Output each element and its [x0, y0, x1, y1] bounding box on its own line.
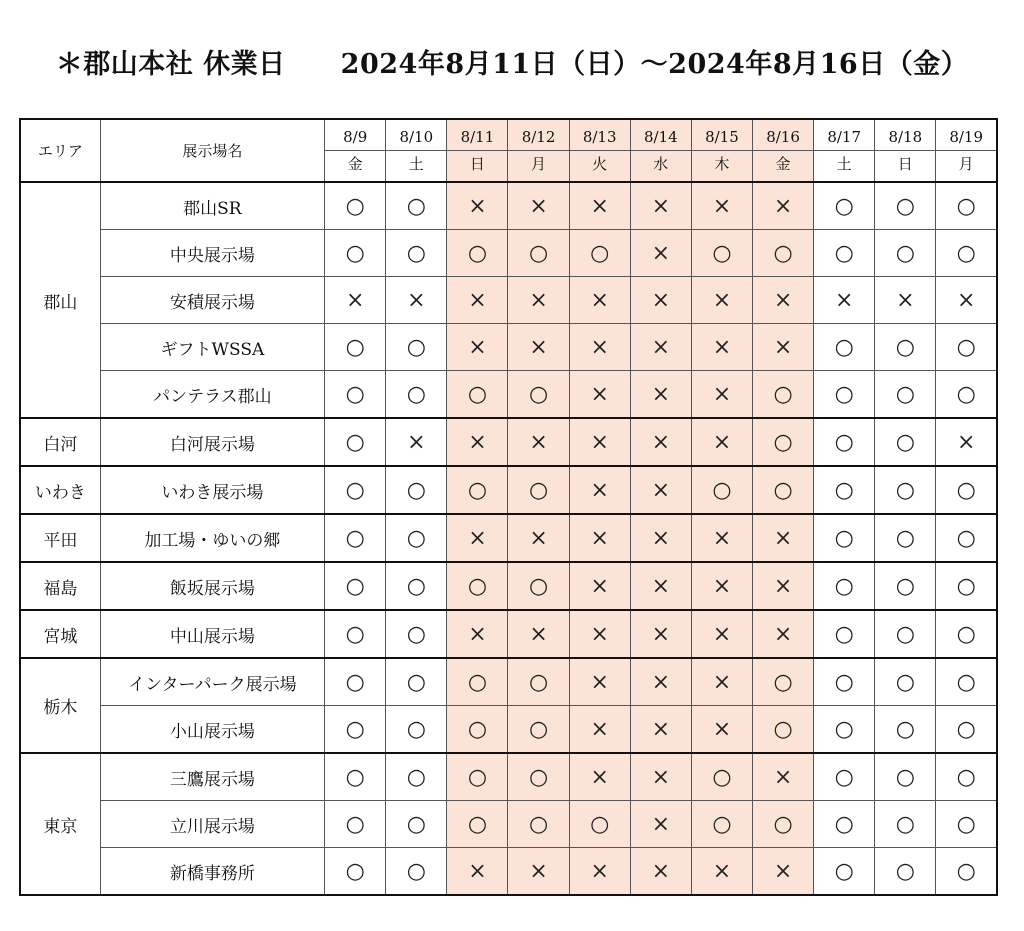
closed-mark-cell: × [569, 466, 630, 514]
closed-mark-cell: × [325, 277, 386, 324]
open-mark-cell: ○ [814, 230, 875, 277]
closed-mark-cell: × [447, 418, 508, 466]
closed-mark-cell: × [630, 658, 691, 706]
closed-mark-cell: × [447, 277, 508, 324]
venue-cell: 三鷹展示場 [100, 753, 324, 801]
weekday-label: 火 [592, 155, 608, 173]
closed-mark-cell: × [630, 753, 691, 801]
closed-mark-cell: × [936, 277, 997, 324]
date-label: 8/17 [814, 120, 874, 151]
open-mark-cell: ○ [691, 801, 752, 848]
open-mark-cell: ○ [814, 324, 875, 371]
table-row [20, 230, 997, 277]
date-header [875, 119, 936, 182]
open-mark-cell: ○ [386, 324, 447, 371]
open-mark-cell: ○ [447, 466, 508, 514]
venue-cell: 白河展示場 [100, 418, 324, 466]
open-mark-cell: ○ [447, 562, 508, 610]
closed-mark-cell: × [630, 418, 691, 466]
closed-mark-cell: × [936, 418, 997, 466]
venue-header: 展示場名 [100, 119, 324, 182]
closed-mark-cell: × [752, 277, 813, 324]
closed-mark-cell: × [569, 418, 630, 466]
closed-mark-cell: × [508, 848, 569, 896]
open-mark-cell: ○ [936, 848, 997, 896]
open-mark-cell: ○ [814, 418, 875, 466]
closed-mark-cell: × [630, 466, 691, 514]
closed-mark-cell: × [569, 277, 630, 324]
open-mark-cell: ○ [752, 230, 813, 277]
area-cell: 郡山 [20, 182, 100, 418]
closed-mark-cell: × [447, 848, 508, 896]
closed-mark-cell: × [752, 848, 813, 896]
open-mark-cell: ○ [325, 324, 386, 371]
closed-mark-cell: × [508, 418, 569, 466]
closed-mark-cell: × [569, 848, 630, 896]
open-mark-cell: ○ [875, 324, 936, 371]
open-mark-cell: ○ [936, 514, 997, 562]
area-cell: 白河 [20, 418, 100, 466]
closed-mark-cell: × [569, 371, 630, 419]
closed-mark-cell: × [386, 277, 447, 324]
closed-mark-cell: × [814, 277, 875, 324]
closed-mark-cell: × [630, 610, 691, 658]
area-cell: 福島 [20, 562, 100, 610]
open-mark-cell: ○ [752, 418, 813, 466]
closed-mark-cell: × [508, 610, 569, 658]
open-mark-cell: ○ [936, 230, 997, 277]
closed-mark-cell: × [447, 182, 508, 230]
open-mark-cell: ○ [325, 562, 386, 610]
open-mark-cell: ○ [508, 801, 569, 848]
closed-mark-cell: × [691, 610, 752, 658]
open-mark-cell: ○ [814, 706, 875, 754]
date-label: 8/9 [325, 120, 385, 151]
open-mark-cell: ○ [814, 848, 875, 896]
table-row [20, 514, 997, 562]
closed-mark-cell: × [752, 562, 813, 610]
open-mark-cell: ○ [325, 371, 386, 419]
table-row [20, 753, 997, 801]
closed-mark-cell: × [508, 514, 569, 562]
open-mark-cell: ○ [447, 801, 508, 848]
open-mark-cell: ○ [325, 848, 386, 896]
open-mark-cell: ○ [447, 230, 508, 277]
open-mark-cell: ○ [508, 753, 569, 801]
area-cell: 宮城 [20, 610, 100, 658]
table-row [20, 182, 997, 230]
closed-mark-cell: × [691, 562, 752, 610]
open-mark-cell: ○ [875, 418, 936, 466]
area-cell: いわき [20, 466, 100, 514]
closed-mark-cell: × [691, 418, 752, 466]
venue-cell: いわき展示場 [100, 466, 324, 514]
table-row [20, 418, 997, 466]
open-mark-cell: ○ [875, 230, 936, 277]
open-mark-cell: ○ [875, 753, 936, 801]
open-mark-cell: ○ [325, 230, 386, 277]
open-mark-cell: ○ [691, 230, 752, 277]
open-mark-cell: ○ [936, 658, 997, 706]
closed-mark-cell: × [752, 182, 813, 230]
open-mark-cell: ○ [936, 610, 997, 658]
date-header [691, 119, 752, 182]
open-mark-cell: ○ [386, 371, 447, 419]
closed-mark-cell: × [569, 562, 630, 610]
closed-mark-cell: × [752, 610, 813, 658]
date-label: 8/19 [936, 120, 996, 151]
date-header [936, 119, 997, 182]
table-row [20, 801, 997, 848]
closed-mark-cell: × [630, 514, 691, 562]
closed-mark-cell: × [691, 658, 752, 706]
open-mark-cell: ○ [325, 801, 386, 848]
closed-mark-cell: × [630, 277, 691, 324]
table-row [20, 371, 997, 419]
venue-cell: 中央展示場 [100, 230, 324, 277]
closed-mark-cell: × [569, 658, 630, 706]
closed-mark-cell: × [508, 324, 569, 371]
open-mark-cell: ○ [447, 753, 508, 801]
open-mark-cell: ○ [875, 610, 936, 658]
open-mark-cell: ○ [936, 324, 997, 371]
table-body [20, 182, 997, 895]
closed-mark-cell: × [752, 753, 813, 801]
weekday-label: 土 [836, 155, 852, 173]
date-label: 8/10 [386, 120, 446, 151]
open-mark-cell: ○ [386, 753, 447, 801]
venue-cell: 立川展示場 [100, 801, 324, 848]
open-mark-cell: ○ [936, 182, 997, 230]
open-mark-cell: ○ [569, 801, 630, 848]
closed-mark-cell: × [752, 514, 813, 562]
open-mark-cell: ○ [508, 706, 569, 754]
date-label: 8/18 [875, 120, 935, 151]
table-row [20, 466, 997, 514]
closed-mark-cell: × [630, 371, 691, 419]
open-mark-cell: ○ [569, 230, 630, 277]
open-mark-cell: ○ [875, 466, 936, 514]
open-mark-cell: ○ [386, 562, 447, 610]
weekday-label: 金 [775, 155, 791, 173]
area-cell: 平田 [20, 514, 100, 562]
open-mark-cell: ○ [508, 466, 569, 514]
closed-mark-cell: × [630, 324, 691, 371]
open-mark-cell: ○ [386, 514, 447, 562]
table-row [20, 324, 997, 371]
area-header: エリア [20, 119, 100, 182]
open-mark-cell: ○ [936, 706, 997, 754]
closed-mark-cell: × [447, 610, 508, 658]
open-mark-cell: ○ [386, 466, 447, 514]
date-label: 8/15 [692, 120, 752, 151]
closed-mark-cell: × [630, 230, 691, 277]
open-mark-cell: ○ [752, 466, 813, 514]
open-mark-cell: ○ [752, 706, 813, 754]
closed-mark-cell: × [386, 418, 447, 466]
open-mark-cell: ○ [325, 658, 386, 706]
open-mark-cell: ○ [936, 801, 997, 848]
open-mark-cell: ○ [325, 182, 386, 230]
area-cell: 栃木 [20, 658, 100, 753]
closed-mark-cell: × [691, 324, 752, 371]
date-label: 8/12 [508, 120, 568, 151]
date-header [569, 119, 630, 182]
table-row [20, 610, 997, 658]
open-mark-cell: ○ [875, 182, 936, 230]
weekday-label: 月 [531, 155, 547, 173]
date-label: 8/11 [447, 120, 507, 151]
open-mark-cell: ○ [875, 848, 936, 896]
open-mark-cell: ○ [386, 706, 447, 754]
open-mark-cell: ○ [936, 371, 997, 419]
date-header [814, 119, 875, 182]
venue-cell: インターパーク展示場 [100, 658, 324, 706]
open-mark-cell: ○ [936, 466, 997, 514]
open-mark-cell: ○ [875, 706, 936, 754]
closed-mark-cell: × [447, 324, 508, 371]
closed-mark-cell: × [691, 182, 752, 230]
open-mark-cell: ○ [875, 658, 936, 706]
weekday-label: 木 [714, 155, 730, 173]
open-mark-cell: ○ [508, 230, 569, 277]
open-mark-cell: ○ [691, 753, 752, 801]
closed-mark-cell: × [447, 514, 508, 562]
venue-cell: 新橋事務所 [100, 848, 324, 896]
closed-mark-cell: × [630, 706, 691, 754]
closed-mark-cell: × [691, 514, 752, 562]
table-row [20, 658, 997, 706]
open-mark-cell: ○ [875, 801, 936, 848]
open-mark-cell: ○ [752, 658, 813, 706]
open-mark-cell: ○ [386, 801, 447, 848]
closed-mark-cell: × [569, 753, 630, 801]
closed-mark-cell: × [569, 182, 630, 230]
closed-mark-cell: × [630, 182, 691, 230]
weekday-label: 水 [653, 155, 669, 173]
date-label: 8/16 [753, 120, 813, 151]
open-mark-cell: ○ [936, 562, 997, 610]
open-mark-cell: ○ [325, 514, 386, 562]
open-mark-cell: ○ [814, 182, 875, 230]
open-mark-cell: ○ [691, 466, 752, 514]
date-header [630, 119, 691, 182]
table-row [20, 277, 997, 324]
open-mark-cell: ○ [325, 466, 386, 514]
holiday-schedule-table [19, 118, 998, 896]
open-mark-cell: ○ [447, 658, 508, 706]
venue-cell: 郡山SR [100, 182, 324, 230]
open-mark-cell: ○ [936, 753, 997, 801]
open-mark-cell: ○ [386, 182, 447, 230]
venue-cell: 安積展示場 [100, 277, 324, 324]
closed-mark-cell: × [569, 610, 630, 658]
closed-mark-cell: × [569, 324, 630, 371]
closed-mark-cell: × [691, 371, 752, 419]
date-header [325, 119, 386, 182]
weekday-label: 金 [347, 155, 363, 173]
open-mark-cell: ○ [752, 801, 813, 848]
weekday-label: 月 [958, 155, 974, 173]
page-title: ＊郡山本社 休業日 2024年8月11日（日）～2024年8月16日（金） [55, 49, 969, 80]
open-mark-cell: ○ [386, 658, 447, 706]
closed-mark-cell: × [508, 182, 569, 230]
closed-mark-cell: × [508, 277, 569, 324]
venue-cell: パンテラス郡山 [100, 371, 324, 419]
date-header [447, 119, 508, 182]
header-row [20, 119, 997, 182]
open-mark-cell: ○ [752, 371, 813, 419]
table-row [20, 706, 997, 754]
open-mark-cell: ○ [386, 848, 447, 896]
open-mark-cell: ○ [508, 371, 569, 419]
open-mark-cell: ○ [386, 230, 447, 277]
open-mark-cell: ○ [325, 418, 386, 466]
open-mark-cell: ○ [814, 466, 875, 514]
venue-cell: 飯坂展示場 [100, 562, 324, 610]
open-mark-cell: ○ [814, 801, 875, 848]
closed-mark-cell: × [691, 277, 752, 324]
closed-mark-cell: × [875, 277, 936, 324]
open-mark-cell: ○ [814, 753, 875, 801]
open-mark-cell: ○ [447, 371, 508, 419]
open-mark-cell: ○ [814, 514, 875, 562]
weekday-label: 土 [408, 155, 424, 173]
closed-mark-cell: × [691, 848, 752, 896]
open-mark-cell: ○ [814, 562, 875, 610]
date-header [752, 119, 813, 182]
closed-mark-cell: × [630, 562, 691, 610]
open-mark-cell: ○ [386, 610, 447, 658]
closed-mark-cell: × [569, 706, 630, 754]
venue-cell: ギフトWSSA [100, 324, 324, 371]
open-mark-cell: ○ [325, 610, 386, 658]
open-mark-cell: ○ [875, 562, 936, 610]
open-mark-cell: ○ [875, 371, 936, 419]
open-mark-cell: ○ [508, 658, 569, 706]
date-label: 8/14 [631, 120, 691, 151]
open-mark-cell: ○ [447, 706, 508, 754]
table-row [20, 848, 997, 896]
closed-mark-cell: × [752, 324, 813, 371]
closed-mark-cell: × [569, 514, 630, 562]
closed-mark-cell: × [691, 706, 752, 754]
open-mark-cell: ○ [814, 610, 875, 658]
open-mark-cell: ○ [875, 514, 936, 562]
venue-cell: 小山展示場 [100, 706, 324, 754]
open-mark-cell: ○ [508, 562, 569, 610]
table-row [20, 562, 997, 610]
date-header [508, 119, 569, 182]
venue-cell: 中山展示場 [100, 610, 324, 658]
open-mark-cell: ○ [325, 753, 386, 801]
venue-cell: 加工場・ゆいの郷 [100, 514, 324, 562]
open-mark-cell: ○ [814, 371, 875, 419]
area-cell: 東京 [20, 753, 100, 895]
open-mark-cell: ○ [325, 706, 386, 754]
open-mark-cell: ○ [814, 658, 875, 706]
weekday-label: 日 [897, 155, 913, 173]
date-label: 8/13 [570, 120, 630, 151]
weekday-label: 日 [469, 155, 485, 173]
closed-mark-cell: × [630, 848, 691, 896]
closed-mark-cell: × [630, 801, 691, 848]
date-header [386, 119, 447, 182]
